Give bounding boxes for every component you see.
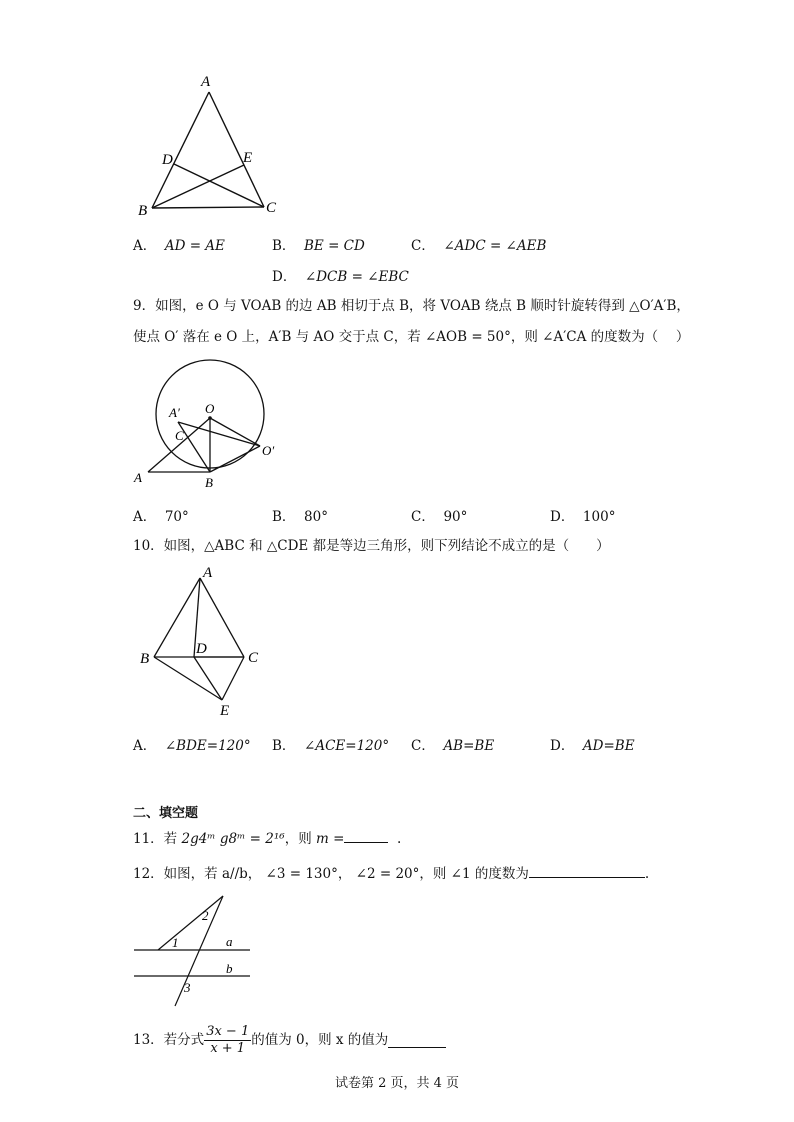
q11-stem: 11．若 2g4ᵐ g8ᵐ = 2¹⁶，则 m = . (133, 828, 401, 848)
label-C: C (175, 428, 184, 443)
label-E: E (220, 703, 230, 719)
q10-triangles-figure (130, 560, 280, 720)
label-A: A (134, 470, 142, 485)
q10-stem: 10．如图，△ABC 和 △CDE 都是等边三角形，则下列结论不成立的是（ ） (133, 538, 610, 554)
q13-answer-blank[interactable] (388, 1033, 446, 1048)
q12-parallel-lines-figure (130, 890, 270, 1020)
label-1: 1 (172, 935, 179, 950)
label-C: C (266, 200, 277, 216)
q10-option-b: B． ∠ACE=120° (272, 738, 390, 754)
q9-option-c: C． 90° (411, 509, 468, 525)
q8-option-a: A． AD = AE (133, 238, 225, 254)
label-A-prime: A′ (169, 405, 180, 420)
q11-answer-blank[interactable] (344, 828, 388, 843)
label-D: D (162, 152, 173, 168)
label-D: D (196, 641, 207, 657)
label-A: A (201, 74, 211, 90)
q10-option-d: D． AD=BE (550, 738, 635, 754)
q10-option-a: A． ∠BDE=120° (133, 738, 251, 754)
label-a: a (226, 934, 233, 949)
q8-option-b: B． BE = CD (272, 238, 365, 254)
q8-option-d: D． ∠DCB = ∠EBC (272, 269, 409, 285)
q12-stem: 12．如图，若 a//b， ∠3 = 130°， ∠2 = 20°，则 ∠1 的度数为 . (133, 863, 649, 883)
q10-option-c: C． AB=BE (411, 738, 495, 754)
q13-fraction: $\frac{3x - 1}{x + 1}$ (206, 1023, 250, 1056)
section-heading: 二、填空题 (133, 806, 199, 821)
label-O: O (205, 401, 215, 416)
label-B: B (140, 651, 150, 667)
q8-option-c: C． ∠ADC = ∠AEB (411, 238, 547, 254)
label-2: 2 (202, 908, 209, 923)
q9-option-b: B． 80° (272, 509, 328, 525)
label-A: A (203, 565, 213, 581)
q9-circle-figure (130, 358, 290, 494)
page-footer: 试卷第 2 页，共 4 页 (334, 1076, 460, 1091)
q9-option-a: A． 70° (133, 509, 189, 525)
label-O-prime: O′ (262, 443, 275, 458)
label-B: B (138, 203, 148, 218)
label-B: B (205, 475, 213, 490)
q9-stem-line2: 使点 O′ 落在 e O 上，A′B 与 AO 交于点 C，若 ∠AOB = 50°，则 ∠A′CA 的度数为（ ） (133, 329, 690, 345)
q9-option-d: D． 100° (550, 509, 616, 525)
label-C: C (248, 650, 259, 666)
label-3: 3 (184, 980, 191, 995)
q13-stem: 13．若分式 $\frac{3x - 1}{x + 1}$ 的值为 0，则 x 的值为 (133, 1022, 446, 1058)
label-E: E (243, 150, 253, 166)
q12-answer-blank[interactable] (529, 863, 645, 878)
q9-stem-line1: 9．如图，e O 与 VOAB 的边 AB 相切于点 B，将 VOAB 绕点 B 顺时针旋转得到 △O′A′B， (133, 298, 690, 314)
q8-triangle-figure (130, 68, 290, 218)
label-b: b (226, 961, 233, 976)
